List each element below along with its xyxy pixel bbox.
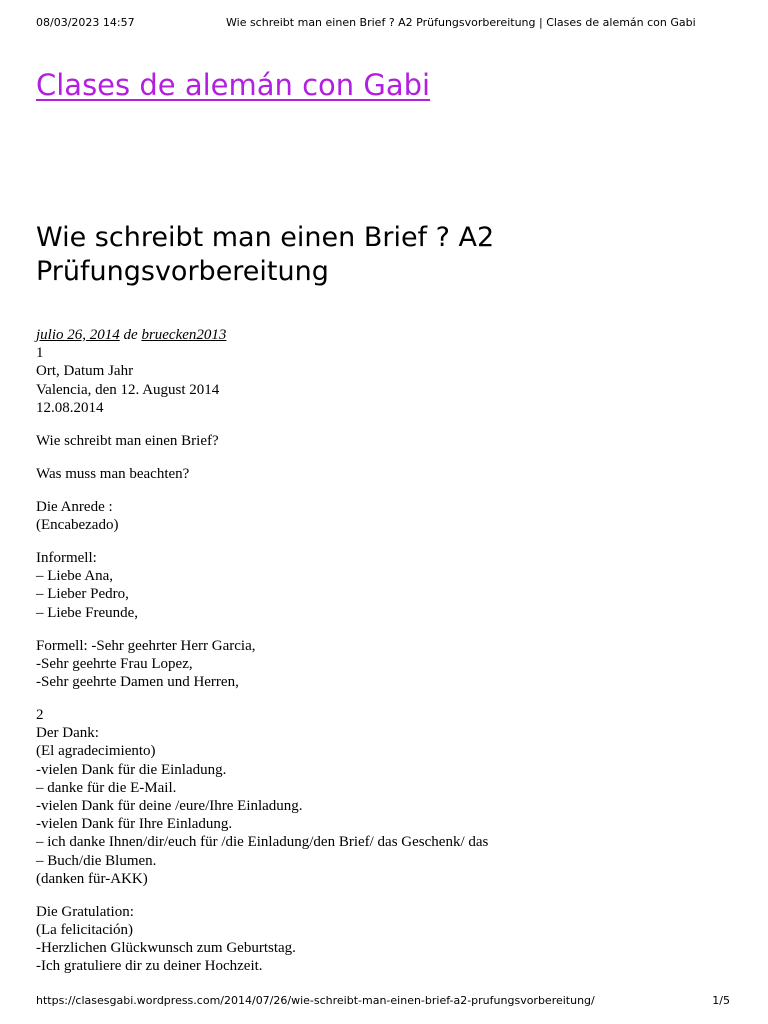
text-line: (danken für-AKK) <box>36 870 148 887</box>
paragraph-formell <box>36 637 736 692</box>
post-author-link[interactable]: bruecken2013 <box>141 327 227 343</box>
site-title-link[interactable]: Clases de alemán con Gabi <box>36 68 431 102</box>
text-line: 2 <box>36 707 44 724</box>
text-line: 12.08.2014 <box>36 399 104 416</box>
paragraph-question-2: Was muss man beachten? <box>36 465 190 482</box>
text-line: -vielen Dank für Ihre Einladung. <box>36 816 233 833</box>
paragraph-question-1: Wie schreibt man einen Brief? <box>36 432 219 449</box>
text-line: – danke für die E-Mail. <box>36 779 177 796</box>
text-line: – Lieber Pedro, <box>36 586 129 603</box>
text-line: (El agradecimiento) <box>36 743 156 760</box>
text-line: Ort, Datum Jahr <box>36 363 134 380</box>
text-line: -Sehr geehrte Frau Lopez, <box>36 655 193 672</box>
text-line: -Ich gratuliere dir zu deiner Hochzeit. <box>36 958 263 975</box>
post-by-label: de <box>123 327 138 343</box>
paragraph-heading-date <box>36 344 736 417</box>
print-footer <box>36 994 732 1008</box>
text-line: Die Gratulation: <box>36 903 134 920</box>
post-meta <box>36 326 736 344</box>
post-title: Wie schreibt man einen Brief ? A2 Prüfungsvorbereitung <box>36 222 495 287</box>
text-line: Formell: -Sehr geehrter Herr Garcia, <box>36 637 256 654</box>
text-line: (Encabezado) <box>36 517 119 534</box>
text-line: – ich danke Ihnen/dir/euch für /die Einladung/den Brief/ das Geschenk/ das <box>36 834 489 851</box>
text-line: – Liebe Ana, <box>36 568 114 585</box>
post-content <box>36 326 736 990</box>
text-line: -vielen Dank für deine /eure/Ihre Einladung. <box>36 798 303 815</box>
text-line: Valencia, den 12. August 2014 <box>36 381 220 398</box>
print-header <box>36 16 732 30</box>
print-page-title: Wie schreibt man einen Brief ? A2 Prüfungsvorbereitung | Clases de alemán con Gabi <box>226 16 696 29</box>
text-line: Der Dank: <box>36 725 99 742</box>
paragraph-anrede <box>36 498 736 534</box>
text-line: -vielen Dank für die Einladung. <box>36 761 227 778</box>
print-datetime: 08/03/2023 14:57 <box>36 16 135 29</box>
text-line: – Buch/die Blumen. <box>36 852 157 869</box>
paragraph-dank <box>36 706 736 888</box>
text-line: -Sehr geehrte Damen und Herren, <box>36 674 239 691</box>
print-url: https://clasesgabi.wordpress.com/2014/07/26/wie-schreibt-man-einen-brief-a2-prufungsvorbereitung/ <box>36 994 595 1007</box>
text-line: 1 <box>36 345 44 362</box>
text-line: – Liebe Freunde, <box>36 604 139 621</box>
text-line: Informell: <box>36 550 97 567</box>
page-number: 1/5 <box>712 994 730 1007</box>
paragraph-informell <box>36 549 736 622</box>
post-date-link[interactable]: julio 26, 2014 <box>36 327 120 343</box>
paragraph-gratulation <box>36 903 736 976</box>
text-line: Die Anrede : <box>36 498 113 515</box>
text-line: -Herzlichen Glückwunsch zum Geburtstag. <box>36 940 296 957</box>
text-line: (La felicitación) <box>36 922 134 939</box>
